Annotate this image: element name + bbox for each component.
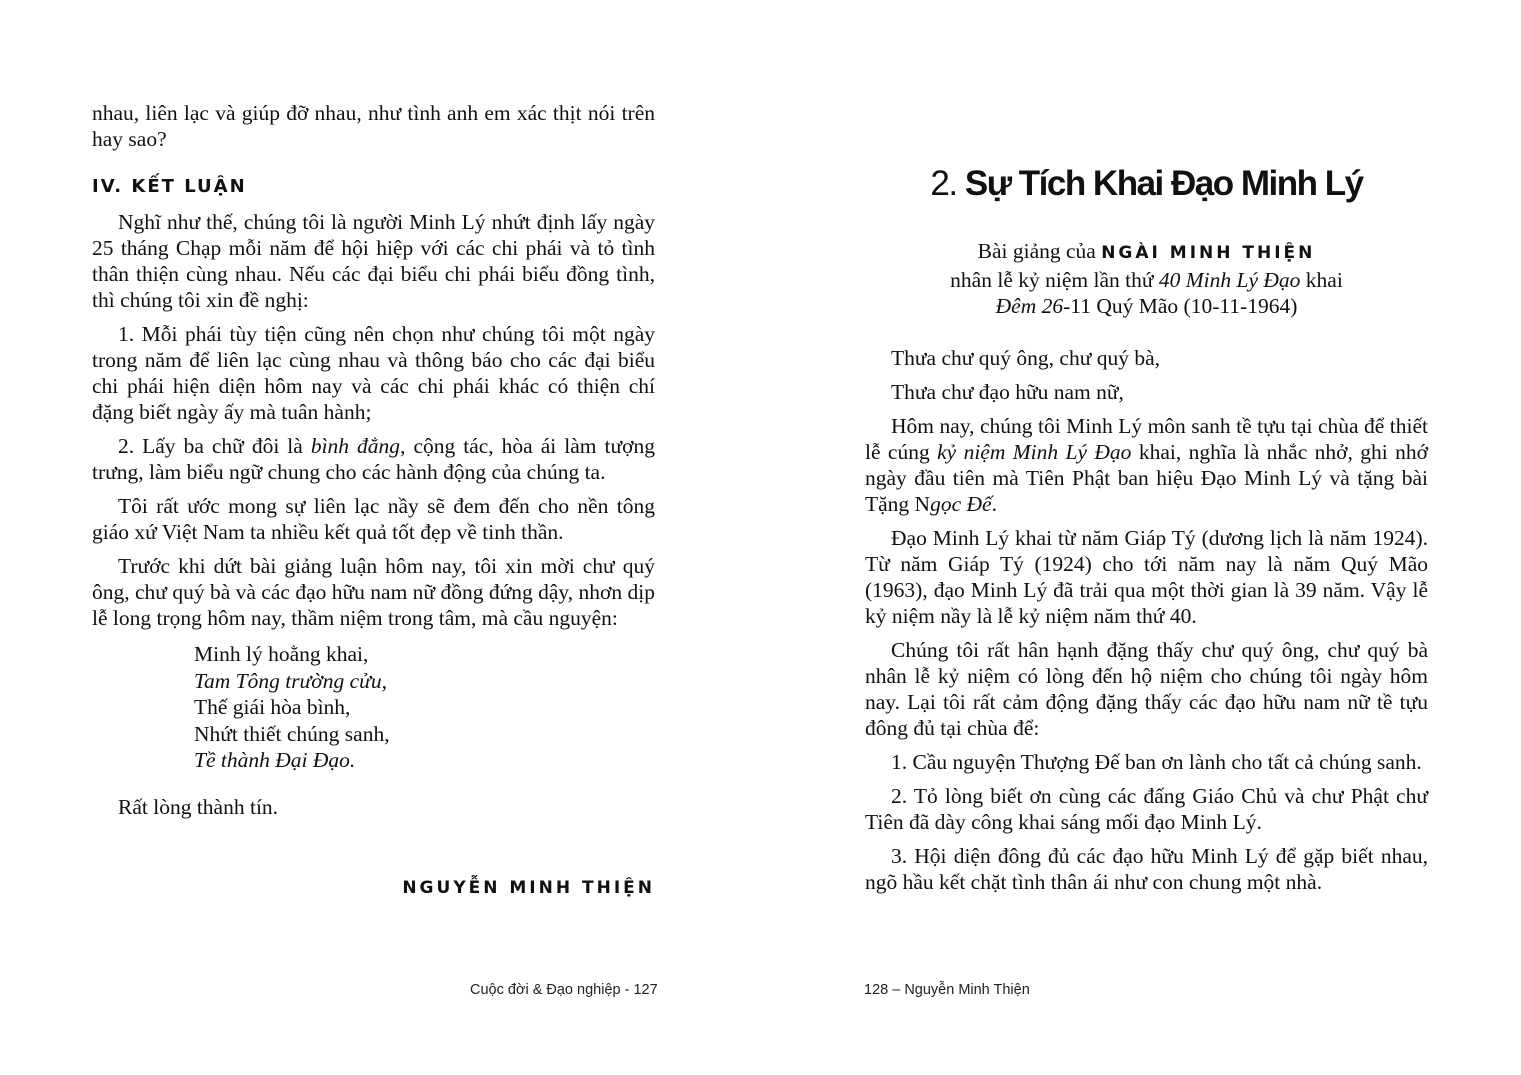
byline-line-3: Đêm 26-11 Quý Mão (10-11-1964) [995, 294, 1298, 318]
greeting-line: Thưa chư đạo hữu nam nữ, [891, 380, 1124, 404]
right-body [865, 345, 1428, 895]
proposal-item-1: 1. Mỗi phái tùy tiện cũng nên chọn như chúng tôi một ngày trong năm để liên lạc cùng nhau và thông báo cho các đại biểu chi phái hiện diện hôm nay và các chi phái khác có thiện chí đặng biết ngày ấy mà tuân hành; [92, 322, 655, 424]
left-page [92, 0, 655, 1075]
proposal-item-2-rest: , cộng tác, hòa ái làm tượng trưng, làm biểu ngữ chung cho các hành động của chúng ta. [92, 434, 655, 484]
proposal-item-2-italic: bình đẳng [310, 434, 401, 458]
hope-paragraph: Tôi rất ước mong sự liên lạc nầy sẽ đem đến cho nền tông giáo xứ Việt Nam ta nhiều kết quả tốt đẹp về tinh thần. [92, 494, 655, 544]
poem-line: Nhứt thiết chúng sanh, [194, 721, 390, 746]
chapter-title-text: Sự Tích Khai Đạo Minh Lý [964, 164, 1363, 203]
poem-line: Tam Tông trường cửu, [194, 668, 388, 693]
proposal-item-2 [92, 433, 655, 485]
right-page-footer: 128 – Nguyễn Minh Thiện [864, 982, 1030, 998]
right-page [865, 0, 1428, 1075]
chapter-title [865, 162, 1428, 206]
left-body [92, 209, 655, 820]
poem-line: Minh lý hoằng khai, [194, 642, 369, 666]
continuation-paragraph: nhau, liên lạc và giúp đỡ nhau, như tình anh em xác thịt nói trên hay sao? [92, 101, 655, 151]
history-paragraph: Đạo Minh Lý khai từ năm Giáp Tý (dương lịch là năm 1924). Từ năm Giáp Tý (1924) cho tới năm nay là năm Quý Mão (1963), đạo Minh Lý đã trải qua một thời gian là 39 năm. Vậy lễ kỷ niệm nầy là lễ kỷ niệm năm thứ 40. [865, 526, 1428, 628]
prayer-poem [194, 641, 655, 774]
gratitude-paragraph: Chúng tôi rất hân hạnh đặng thấy chư quý ông, chư quý bà nhân lễ kỷ niệm có lòng đến hộ niệm cho chúng tôi ngày hôm nay. Lại tôi rất cảm động đặng thấy các đạo hữu nam nữ tề tựu đông đủ tại chùa để: [865, 638, 1428, 740]
section-heading: IV. KẾT LUẬN [92, 176, 247, 197]
closing-line: Rất lòng thành tín. [118, 794, 279, 819]
purpose-item-1: 1. Cầu nguyện Thượng Đế ban ơn lành cho tất cả chúng sanh. [891, 750, 1422, 774]
author-signature: NGUYỄN MINH THIỆN [402, 878, 655, 898]
prayer-intro-paragraph: Trước khi dứt bài giảng luận hôm nay, tôi xin mời chư quý ông, chư quý bà và các đạo hữu nam nữ đồng đứng dậy, nhơn dịp lễ long trọng hôm nay, thầm niệm trong tâm, mà cầu nguyện: [92, 554, 655, 630]
chapter-number: 2. [930, 164, 965, 203]
poem-line: Thế giái hòa bình, [194, 695, 351, 719]
conclusion-paragraph: Nghĩ như thế, chúng tôi là người Minh Lý nhứt định lấy ngày 25 tháng Chạp mỗi năm để hội hiệp với các chi phái và tỏ tình thân thiện cùng nhau. Nếu các đại biểu chi phái biểu đồng tình, thì chúng tôi xin đề nghị: [92, 210, 655, 312]
purpose-item-3: 3. Hội diện đông đủ các đạo hữu Minh Lý để gặp biết nhau, ngõ hầu kết chặt tình thân ái như con chung một nhà. [865, 844, 1428, 894]
byline [865, 238, 1428, 320]
left-page-footer: Cuộc đời & Đạo nghiệp - 127 [470, 982, 658, 998]
speaker-name: NGÀI MINH THIỆN [1101, 243, 1316, 263]
intro-paragraph: Hôm nay, chúng tôi Minh Lý môn sanh tề tựu tại chùa để thiết lễ cúng kỷ niệm Minh Lý Đạo khai, nghĩa là nhắc nhở, ghi nhớ ngày đầu tiên mà Tiên Phật ban hiệu Đạo Minh Lý và tặng bài Tặng Ngọc Đế. [865, 414, 1428, 516]
byline-line-2: nhân lễ kỷ niệm lần thứ 40 Minh Lý Đạo khai [950, 267, 1343, 292]
poem-line: Tề thành Đại Đạo. [194, 748, 356, 772]
byline-line-1: Bài giảng của NGÀI MINH THIỆN [977, 239, 1316, 263]
greeting-line: Thưa chư quý ông, chư quý bà, [891, 346, 1161, 370]
purpose-item-2: 2. Tỏ lòng biết ơn cùng các đấng Giáo Chủ và chư Phật chư Tiên đã dày công khai sáng mối đạo Minh Lý. [865, 784, 1428, 834]
proposal-item-2-text: 2. Lấy ba chữ đôi là [118, 434, 311, 458]
